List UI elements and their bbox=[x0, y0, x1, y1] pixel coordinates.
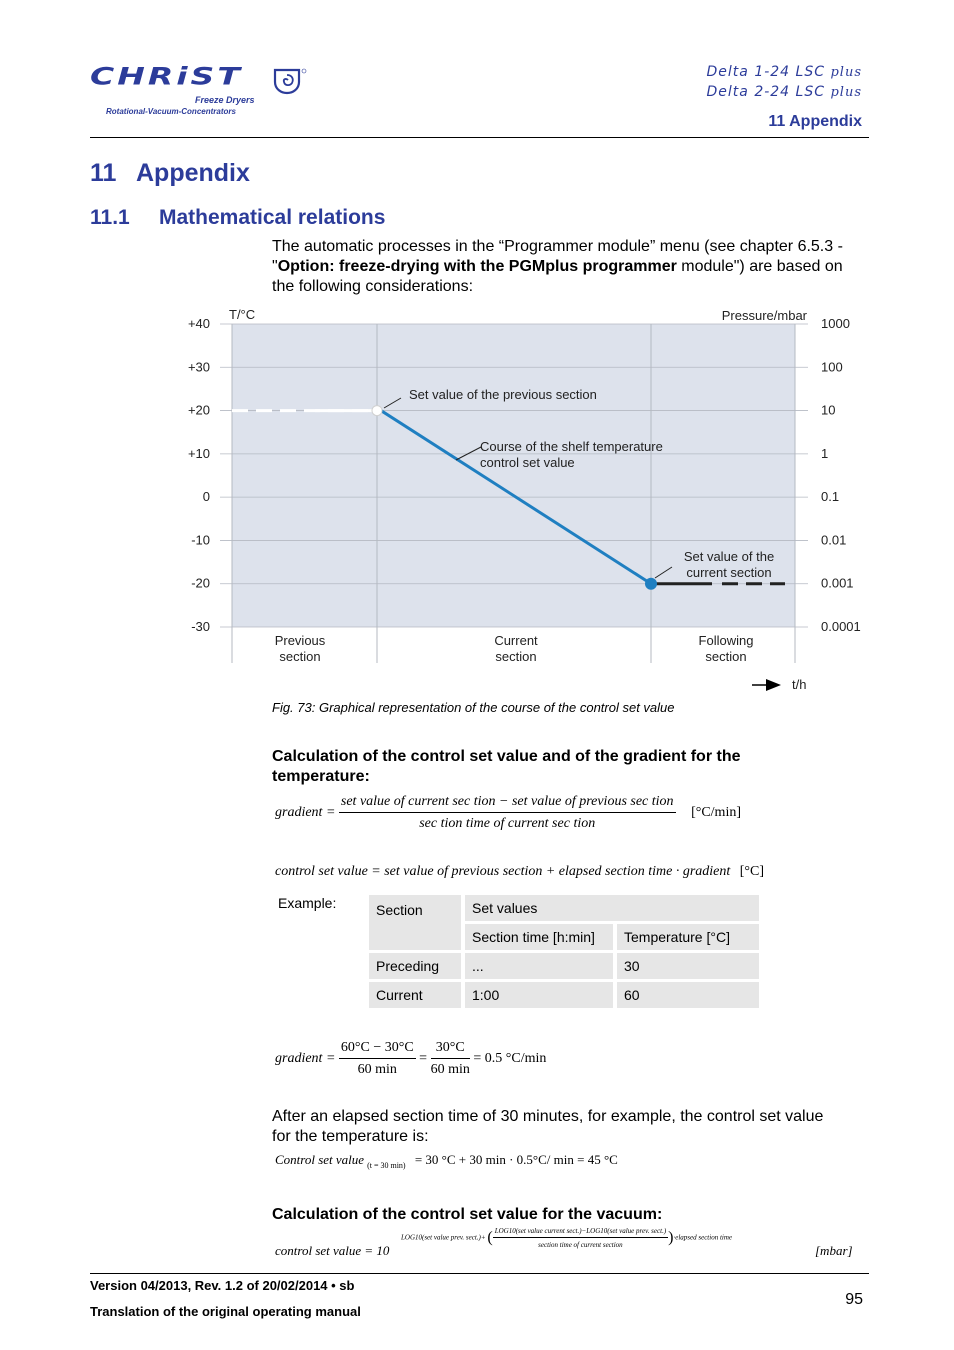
time-axis-label: t/h bbox=[792, 677, 807, 692]
right-tick-label: 0.001 bbox=[821, 575, 854, 591]
page-title: 11 Appendix bbox=[90, 159, 250, 187]
table-header-section: Section bbox=[369, 895, 461, 950]
section-label: section bbox=[279, 649, 321, 664]
elapsed-paragraph: After an elapsed section time of 30 minutes, for example, the control set value for the temperature is: bbox=[272, 1108, 824, 1145]
table-header-time: Section time [h:min] bbox=[465, 924, 613, 950]
annotation-course-line1: Course of the shelf temperature bbox=[480, 439, 663, 454]
vacuum-formula-base: control set value = 10 bbox=[275, 1243, 390, 1258]
header-section-label: 11 Appendix bbox=[768, 113, 862, 130]
time-arrow-icon bbox=[766, 679, 781, 691]
left-axis-label: T/°C bbox=[229, 307, 256, 322]
gradient-formula: gradient = set value of current sec tion − set value of previous sec tion sec tion time of current sec tion [°C/min] bbox=[275, 794, 741, 831]
section-label: section bbox=[495, 649, 537, 664]
end-point bbox=[645, 578, 657, 590]
table-cell-time: ... bbox=[465, 953, 613, 979]
start-point bbox=[372, 406, 382, 416]
annotation-current-line2: current section bbox=[686, 565, 772, 580]
control-example-formula: Control set value $_{(t = 30 min)}$ = 30 °C + 30 min · 0.5°C/ min = 45 °C bbox=[275, 1152, 618, 1170]
annotation-previous-set-value: Set value of the previous section bbox=[409, 387, 597, 402]
model-name-delta-2: Delta 2-24 LSC plus bbox=[706, 84, 862, 100]
section-label: Previous bbox=[274, 633, 326, 648]
annotation-course-line2: control set value bbox=[480, 455, 575, 470]
left-tick-label: -30 bbox=[191, 619, 210, 634]
section-label: Following bbox=[698, 633, 754, 648]
section-title: 11.1 Mathematical relations bbox=[90, 206, 386, 229]
footer-version: Version 04/2013, Rev. 1.2 of 20/02/2014 • sb bbox=[90, 1278, 355, 1293]
left-tick-label: +10 bbox=[187, 445, 210, 461]
right-tick-label: 0.1 bbox=[821, 489, 840, 505]
footer-translation: Translation of the original operating manual bbox=[90, 1304, 361, 1319]
right-tick-label: 100 bbox=[821, 359, 843, 375]
gradient-fraction: set value of current sec tion − set value of previous sec tion sec tion time of current sec tion bbox=[340, 794, 674, 831]
section-label: Current bbox=[494, 633, 538, 648]
left-tick-label: +40 bbox=[187, 316, 210, 331]
right-tick-label: 0.0001 bbox=[821, 619, 861, 634]
annotation-current-line1: Set value of the bbox=[683, 549, 775, 564]
plot-background bbox=[232, 324, 795, 627]
table-cell-section: Preceding bbox=[369, 953, 461, 979]
vacuum-formula-unit: [mbar] bbox=[815, 1243, 853, 1258]
figure-caption: Fig. 73: Graphical representation of the course of the control set value bbox=[272, 700, 675, 715]
table-cell-section: Current bbox=[369, 982, 461, 1008]
table-cell-temperature: 30 bbox=[617, 953, 759, 979]
left-tick-label: 0 bbox=[202, 489, 210, 505]
table-row bbox=[369, 982, 759, 1008]
right-tick-label: 1000 bbox=[821, 316, 850, 331]
intro-paragraph: The automatic processes in the “Programmer module” menu (see chapter 6.5.3 - "Option: freeze-drying with the PGMplus programmer module") are based on the following considerations: bbox=[272, 238, 843, 295]
logo-wordmark: CHRiST bbox=[90, 62, 243, 91]
left-tick-label: -20 bbox=[191, 575, 210, 591]
temperature-heading: Calculation of the control set value and of the gradient for the temperature: bbox=[272, 748, 741, 785]
table-row bbox=[369, 953, 759, 979]
section-label: section bbox=[705, 649, 747, 664]
right-axis-label: Pressure/mbar bbox=[721, 308, 807, 323]
example-label: Example: bbox=[278, 895, 337, 911]
table-header-set-values: Set values bbox=[465, 895, 759, 921]
logo-subtitle-rvc: Rotational-Vacuum-Concentrators bbox=[106, 107, 236, 116]
table-cell-temperature: 60 bbox=[617, 982, 759, 1008]
gradient-example-formula: gradient = $\frac{60^\circ C - 30^\circ C}{60 \min}$ = $\frac{30^\circ C}{60 \min}$ = 0.5 °C/min bbox=[275, 1040, 547, 1077]
vacuum-formula-exponent: LOG10(set value prev. sect.)+ ( $\frac{\text{LOG10(set value current sect.)−LOG10(set value prev. sect.)}}{\text{section time of current section}}$ )·elapsed section time bbox=[401, 1227, 732, 1249]
example-table bbox=[365, 892, 763, 1011]
left-tick-label: +20 bbox=[187, 402, 210, 418]
footer-divider bbox=[90, 1273, 869, 1274]
right-tick-label: 0.01 bbox=[821, 532, 847, 548]
right-tick-label: 10 bbox=[821, 402, 836, 418]
logo-subtitle-freeze-dryers: Freeze Dryers bbox=[195, 95, 255, 105]
table-header-temperature: Temperature [°C] bbox=[617, 924, 759, 950]
control-set-value-formula: control set value = set value of previous section + elapsed section time · gradient [°C] bbox=[275, 864, 765, 879]
right-tick-label: 1 bbox=[821, 445, 829, 461]
page-number: 95 bbox=[845, 1291, 863, 1308]
model-name-delta-1: Delta 1-24 LSC plus bbox=[706, 64, 862, 80]
table-cell-time: 1:00 bbox=[465, 982, 613, 1008]
left-tick-label: +30 bbox=[187, 359, 210, 375]
vacuum-heading: Calculation of the control set value for the vacuum: bbox=[272, 1206, 663, 1223]
left-tick-label: -10 bbox=[191, 532, 210, 548]
